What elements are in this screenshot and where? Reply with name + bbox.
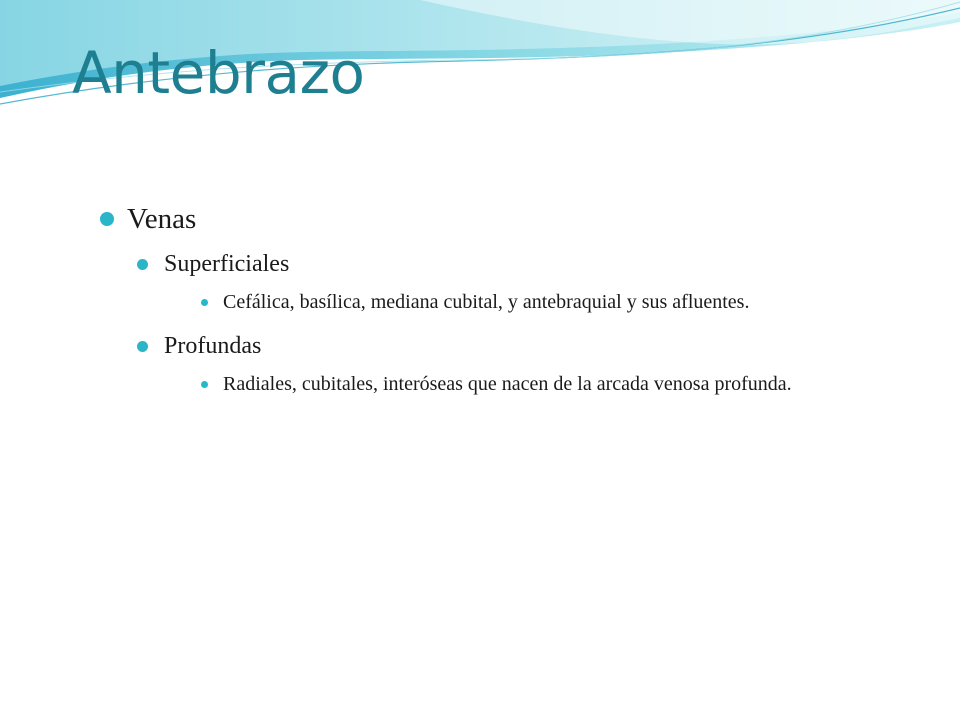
bullet-profundas xyxy=(137,328,840,400)
bullet-profundas-label: Profundas xyxy=(164,333,262,359)
bullet-profundas-detail xyxy=(201,368,840,400)
slide-title: Antebrazo xyxy=(72,39,365,107)
bullet-superficiales-detail-text: Cefálica, basílica, mediana cubital, y antebraquial y sus afluentes. xyxy=(223,291,750,313)
bullet-venas-label: Venas xyxy=(127,203,197,235)
bullet-dot-icon xyxy=(137,341,148,352)
bullet-dot-icon xyxy=(201,299,208,306)
bullet-dot-icon xyxy=(137,259,148,270)
bullet-venas xyxy=(100,196,840,242)
bullet-superficiales xyxy=(137,246,840,318)
bullet-dot-icon xyxy=(100,212,114,226)
slide-body xyxy=(100,196,840,400)
bullet-dot-icon xyxy=(201,381,208,388)
bullet-superficiales-label: Superficiales xyxy=(164,251,290,277)
bullet-profundas-detail-text: Radiales, cubitales, interóseas que nacen de la arcada venosa profunda. xyxy=(223,373,792,395)
bullet-superficiales-detail xyxy=(201,286,840,318)
